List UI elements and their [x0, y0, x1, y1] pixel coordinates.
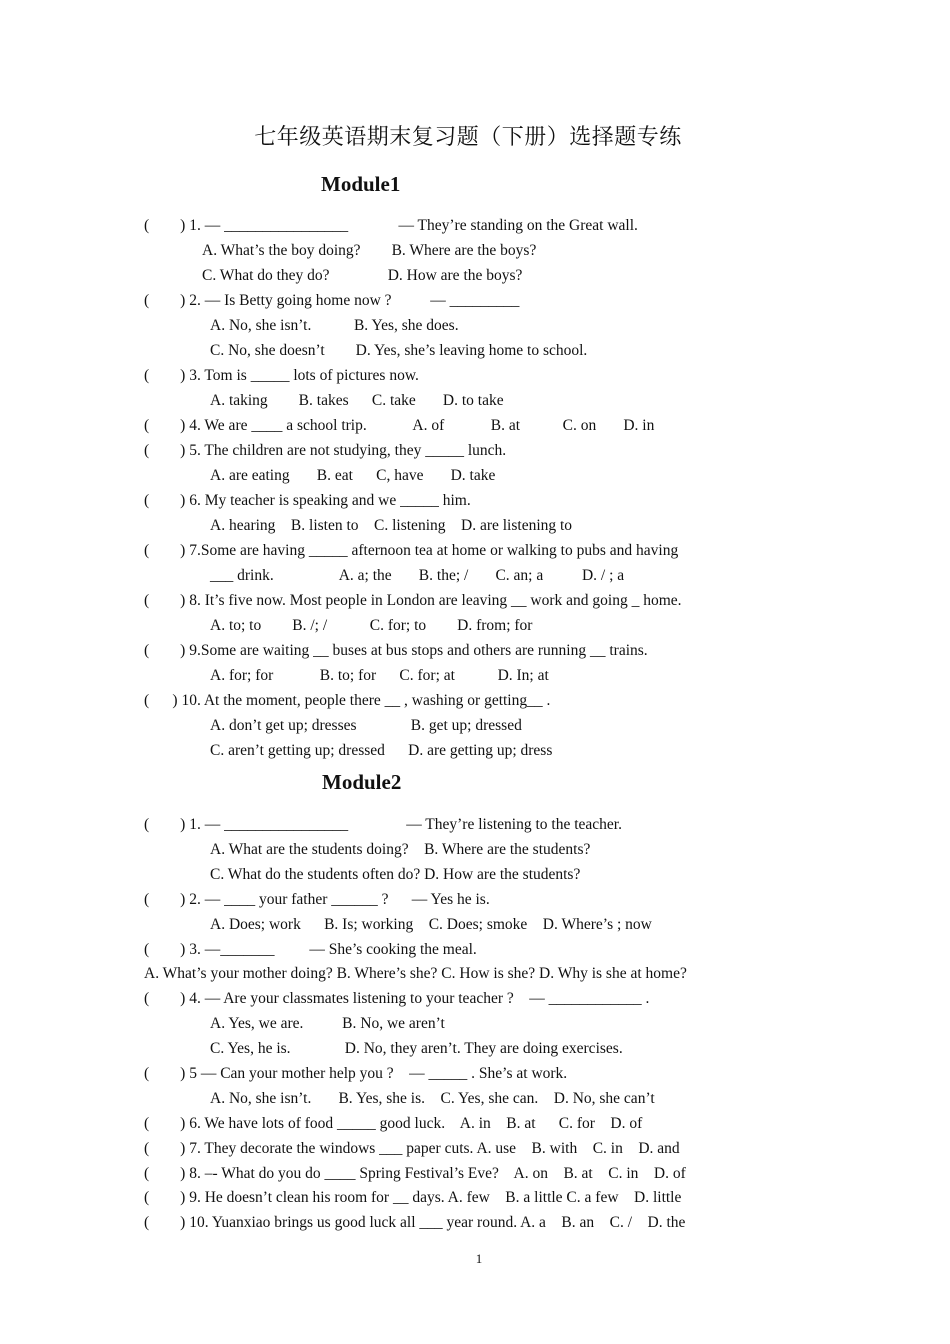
m1-q10-options-ab: A. don’t get up; dresses B. get up; dressed [210, 717, 522, 734]
m1-q7: ( ) 7.Some are having _____ afternoon tea at home or walking to pubs and having [144, 542, 679, 559]
m2-q2-options: A. Does; work B. Is; working C. Does; smoke D. Where’s ; now [210, 916, 652, 933]
m2-q1-options-cd: C. What do the students often do? D. How are the students? [210, 866, 581, 883]
m1-q3: ( ) 3. Tom is _____ lots of pictures now. [144, 367, 419, 384]
m2-q5-options: A. No, she isn’t. B. Yes, she is. C. Yes, she can. D. No, she can’t [210, 1090, 655, 1107]
m2-q4: ( ) 4. — Are your classmates listening to your teacher ? — ____________ . [144, 990, 650, 1007]
m2-q2: ( ) 2. — ____ your father ______ ? — Yes he is. [144, 891, 490, 908]
m1-q8-options: A. to; to B. /; / C. for; to D. from; for [210, 617, 533, 634]
m1-q4: ( ) 4. We are ____ a school trip. A. of B. at C. on D. in [144, 417, 655, 434]
m2-q10: ( ) 10. Yuanxiao brings us good luck all ___ year round. A. a B. an C. / D. the [144, 1214, 686, 1231]
m1-q1-options-cd: C. What do they do? D. How are the boys? [202, 267, 523, 284]
m1-q6: ( ) 6. My teacher is speaking and we _____ him. [144, 492, 471, 509]
m2-q4-options-ab: A. Yes, we are. B. No, we aren’t [210, 1015, 445, 1032]
m1-q1: ( ) 1. — ________________ — They’re standing on the Great wall. [144, 217, 638, 234]
m1-q8: ( ) 8. It’s five now. Most people in London are leaving __ work and going _ home. [144, 592, 682, 609]
module1-heading: Module1 [321, 172, 401, 196]
m1-q2-options-ab: A. No, she isn’t. B. Yes, she does. [210, 317, 459, 334]
module2-heading: Module2 [322, 770, 402, 794]
page-title: 七年级英语期末复习题（下册）选择题专练 [254, 124, 682, 149]
m2-q1: ( ) 1. — ________________ — They’re listening to the teacher. [144, 816, 622, 833]
m1-q9: ( ) 9.Some are waiting __ buses at bus stops and others are running __ trains. [144, 642, 648, 659]
m2-q3-options: A. What’s your mother doing? B. Where’s she? C. How is she? D. Why is she at home? [144, 965, 687, 982]
m2-q3: ( ) 3. —_______ — She’s cooking the meal. [144, 941, 477, 958]
m1-q3-options: A. taking B. takes C. take D. to take [210, 392, 504, 409]
m1-q2: ( ) 2. — Is Betty going home now ? — _________ [144, 292, 520, 309]
m2-q4-options-cd: C. Yes, he is. D. No, they aren’t. They are doing exercises. [210, 1040, 623, 1057]
m1-q7-options: ___ drink. A. a; the B. the; / C. an; a D. / ; a [210, 567, 625, 584]
m2-q9: ( ) 9. He doesn’t clean his room for __ days. A. few B. a little C. a few D. little [144, 1189, 682, 1206]
m1-q2-options-cd: C. No, she doesn’t D. Yes, she’s leaving home to school. [210, 342, 588, 359]
page-number: 1 [475, 1251, 483, 1266]
m1-q10: ( ) 10. At the moment, people there __ , washing or getting__ . [144, 692, 551, 709]
m2-q1-options-ab: A. What are the students doing? B. Where are the students? [210, 841, 591, 858]
m1-q5: ( ) 5. The children are not studying, they _____ lunch. [144, 442, 507, 459]
m1-q10-options-cd: C. aren’t getting up; dressed D. are getting up; dress [210, 742, 553, 759]
m1-q1-options-ab: A. What’s the boy doing? B. Where are the boys? [202, 242, 537, 259]
m2-q7: ( ) 7. They decorate the windows ___ paper cuts. A. use B. with C. in D. and [144, 1140, 680, 1157]
m2-q6: ( ) 6. We have lots of food _____ good luck. A. in B. at C. for D. of [144, 1115, 643, 1132]
m1-q6-options: A. hearing B. listen to C. listening D. are listening to [210, 517, 573, 534]
m2-q5: ( ) 5 — Can your mother help you ? — _____ . She’s at work. [144, 1065, 568, 1082]
m2-q8: ( ) 8. –- What do you do ____ Spring Festival’s Eve? A. on B. at C. in D. of [144, 1165, 686, 1182]
m1-q9-options: A. for; for B. to; for C. for; at D. In; at [210, 667, 549, 684]
m1-q5-options: A. are eating B. eat C, have D. take [210, 467, 496, 484]
